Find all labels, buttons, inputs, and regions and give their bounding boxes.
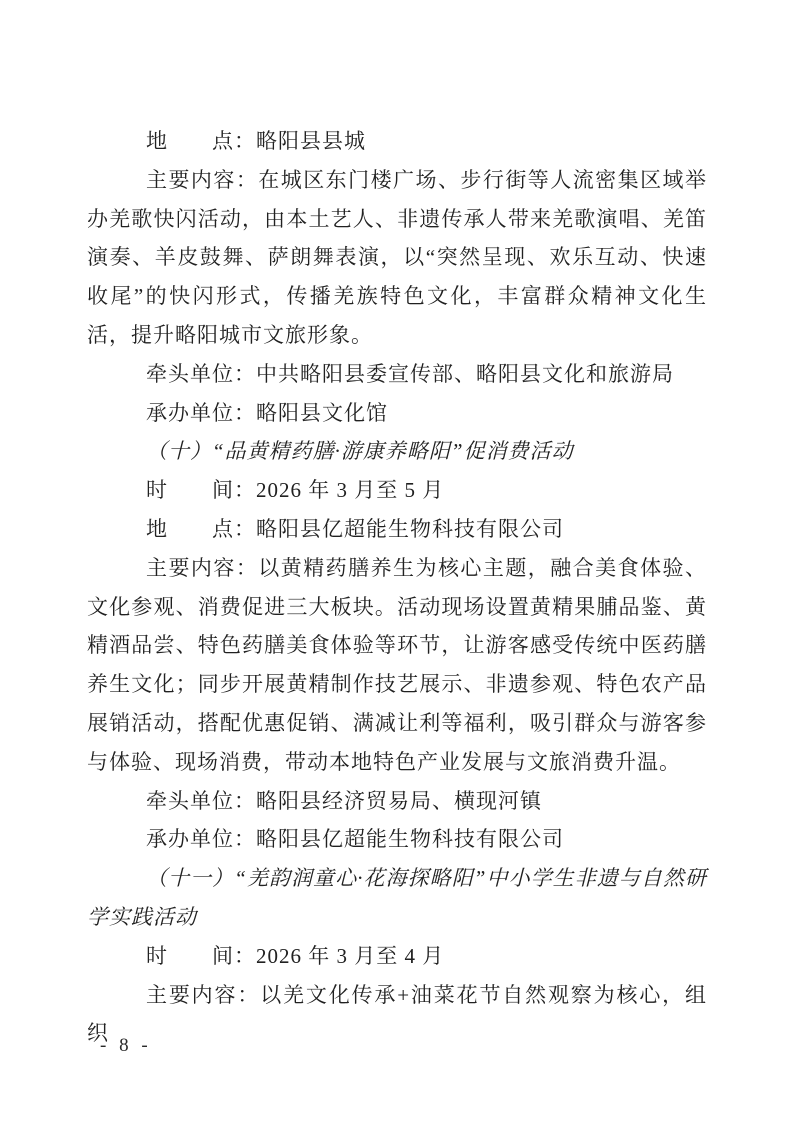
field-organizer-2: 承办单位：略阳县亿超能生物科技有限公司: [146, 827, 564, 852]
document-body: [87, 122, 707, 1053]
field-lead-unit-1: 牵头单位：中共略阳县委宣传部、略阳县文化和旅游局: [146, 361, 674, 386]
field-organizer-1: 承办单位：略阳县文化馆: [146, 400, 388, 425]
heading-section-10: （十）“品黄精药膳·游康养略阳”促消费活动: [146, 439, 574, 464]
para-main-content-2: 主要内容：以黄精药膳养生为核心主题，融合美食体验、文化参观、消费促进三大板块。活动现场设置黄精果脯品鉴、黄精酒品尝、特色药膳美食体验等环节，让游客感受传统中医药膳养生文化；同步开展黄精制作技艺展示、非遗参观、特色农产品展销活动，搭配优惠促销、满减让利等福利，吸引群众与游客参与体验、现场消费，带动本地特色产业发展与文旅消费升温。: [87, 555, 707, 774]
page-number: - 8 -: [100, 1035, 152, 1056]
field-location-1: 地 点：略阳县县城: [146, 129, 366, 153]
heading-section-11: （十一）“羌韵润童心·花海探略阳”中小学生非遗与自然研学实践活动: [87, 866, 707, 929]
para-main-content-3: 主要内容：以羌文化传承+油菜花节自然观察为核心，组织: [87, 982, 707, 1046]
field-lead-unit-2: 牵头单位：略阳县经济贸易局、横现河镇: [146, 788, 542, 813]
field-location-2: 地 点：略阳县亿超能生物科技有限公司: [146, 516, 564, 541]
field-time-2: 时 间：2026 年 3 月至 5 月: [146, 478, 445, 503]
para-main-content-1: 主要内容：在城区东门楼广场、步行街等人流密集区域举办羌歌快闪活动，由本土艺人、非遗传承人带来羌歌演唱、羌笛演奏、羊皮鼓舞、萨朗舞表演，以“突然呈现、欢乐互动、快速收尾”的快闪形式，传播羌族特色文化，丰富群众精神文化生活，提升略阳城市文旅形象。: [87, 167, 707, 347]
field-time-3: 时 间：2026 年 3 月至 4 月: [146, 943, 445, 968]
